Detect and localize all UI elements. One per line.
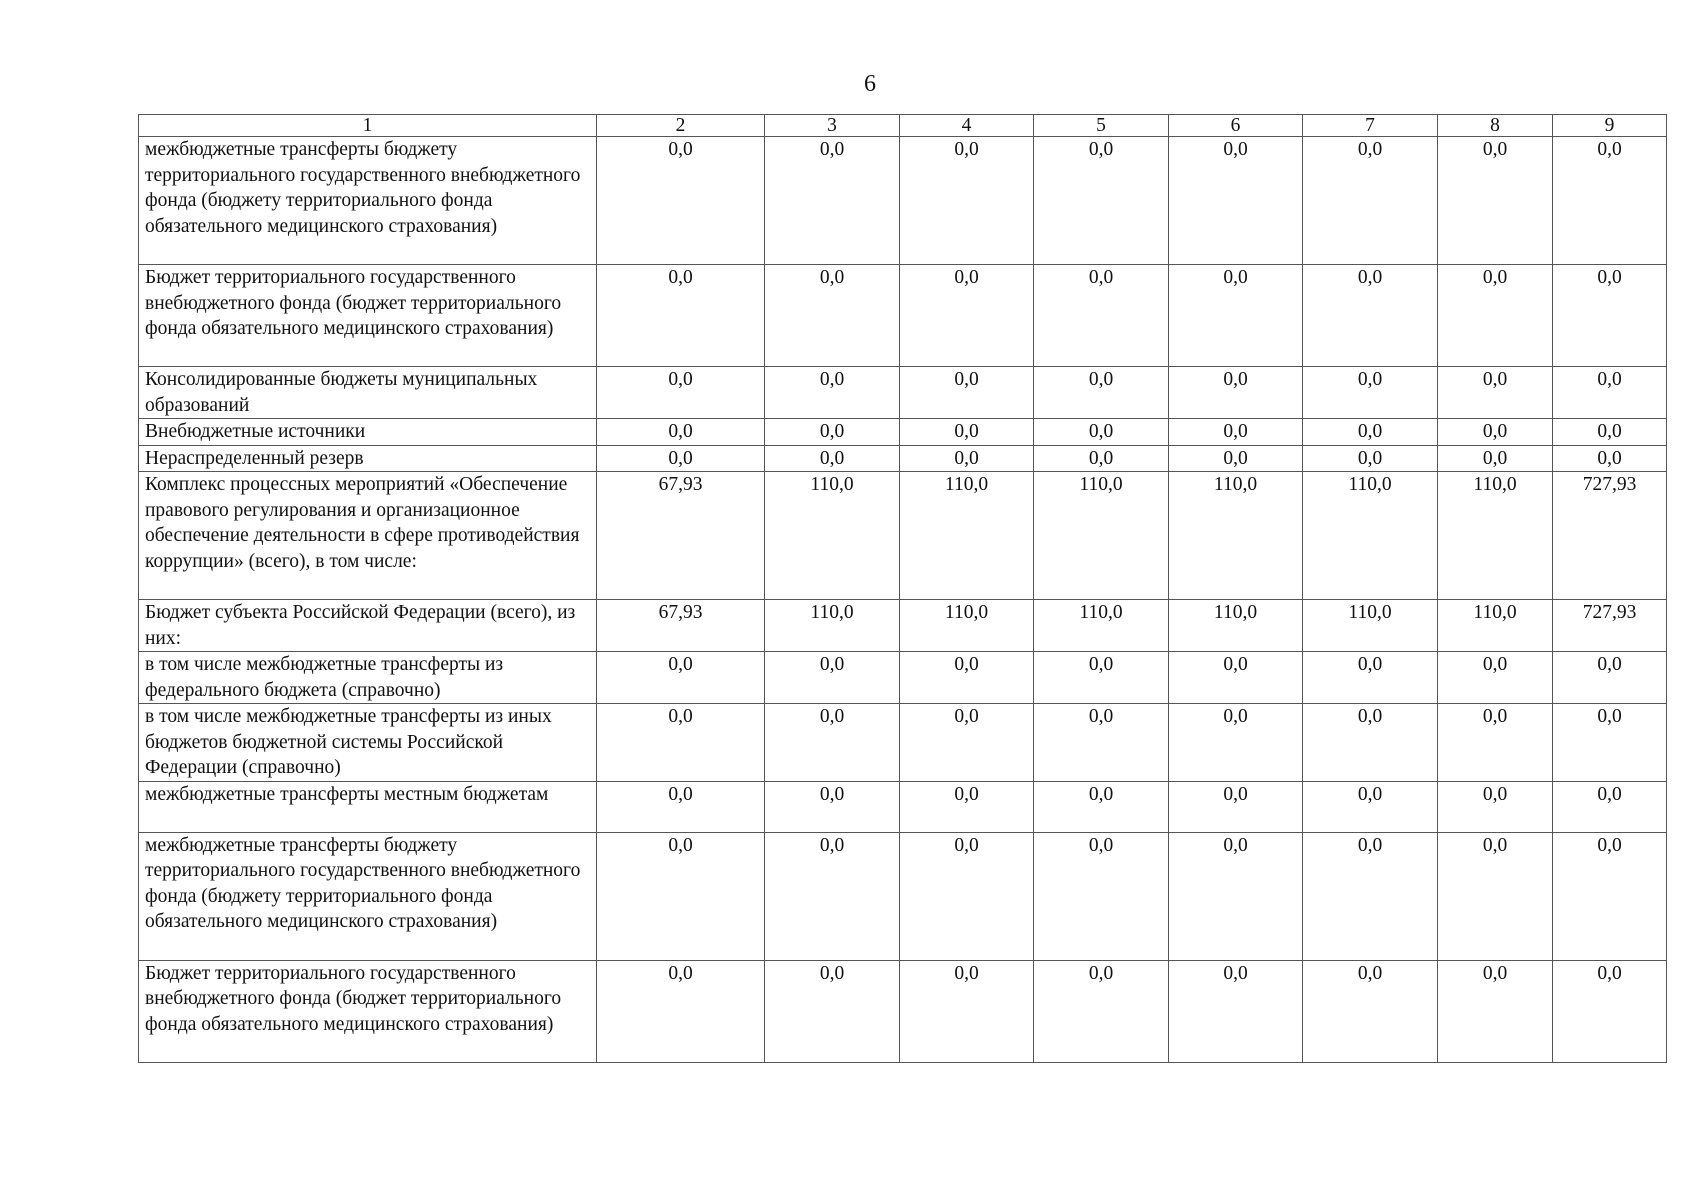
row-label: Бюджет территориального государственного внебюджетного фонда (бюджет территориального фонда обязательного медицинского страхования) xyxy=(139,265,597,367)
value-cell: 0,0 xyxy=(1034,445,1169,472)
value-cell: 0,0 xyxy=(1169,652,1303,704)
value-cell: 0,0 xyxy=(900,652,1034,704)
table-row xyxy=(139,704,1667,782)
value-cell: 0,0 xyxy=(1553,445,1667,472)
value-cell: 0,0 xyxy=(1553,781,1667,832)
value-cell: 0,0 xyxy=(765,137,900,265)
row-label: межбюджетные трансферты бюджету территориального государственного внебюджетного фонда (бюджету территориального фонда обязательного медицинского страхования) xyxy=(139,832,597,960)
column-header: 7 xyxy=(1303,115,1438,137)
row-label: в том числе межбюджетные трансферты из иных бюджетов бюджетной системы Российской Федерации (справочно) xyxy=(139,704,597,782)
table-row xyxy=(139,781,1667,832)
table-row xyxy=(139,137,1667,265)
value-cell: 0,0 xyxy=(1303,445,1438,472)
value-cell: 0,0 xyxy=(1169,265,1303,367)
table-row xyxy=(139,960,1667,1062)
row-label: Консолидированные бюджеты муниципальных образований xyxy=(139,367,597,419)
value-cell: 0,0 xyxy=(1034,832,1169,960)
column-header: 8 xyxy=(1438,115,1553,137)
value-cell: 0,0 xyxy=(1438,652,1553,704)
value-cell: 0,0 xyxy=(1034,652,1169,704)
value-cell: 0,0 xyxy=(1169,419,1303,446)
value-cell: 0,0 xyxy=(900,137,1034,265)
value-cell: 0,0 xyxy=(597,960,765,1062)
table-body xyxy=(139,115,1667,1063)
value-cell: 0,0 xyxy=(597,137,765,265)
value-cell: 0,0 xyxy=(1553,137,1667,265)
value-cell: 0,0 xyxy=(765,781,900,832)
value-cell: 0,0 xyxy=(1553,265,1667,367)
value-cell: 0,0 xyxy=(900,367,1034,419)
value-cell: 110,0 xyxy=(1303,472,1438,600)
budget-table-container xyxy=(138,114,1666,1063)
value-cell: 67,93 xyxy=(597,472,765,600)
value-cell: 0,0 xyxy=(1034,265,1169,367)
value-cell: 0,0 xyxy=(597,419,765,446)
value-cell: 0,0 xyxy=(1438,832,1553,960)
value-cell: 0,0 xyxy=(900,704,1034,782)
value-cell: 0,0 xyxy=(1169,781,1303,832)
column-header: 5 xyxy=(1034,115,1169,137)
value-cell: 0,0 xyxy=(1438,367,1553,419)
value-cell: 0,0 xyxy=(1438,704,1553,782)
table-row xyxy=(139,367,1667,419)
value-cell: 0,0 xyxy=(1303,652,1438,704)
value-cell: 0,0 xyxy=(1438,445,1553,472)
row-label: межбюджетные трансферты местным бюджетам xyxy=(139,781,597,832)
value-cell: 0,0 xyxy=(1303,960,1438,1062)
value-cell: 110,0 xyxy=(1169,472,1303,600)
table-row xyxy=(139,600,1667,652)
row-label: Бюджет субъекта Российской Федерации (всего), из них: xyxy=(139,600,597,652)
value-cell: 110,0 xyxy=(1034,600,1169,652)
row-label: межбюджетные трансферты бюджету территориального государственного внебюджетного фонда (бюджету территориального фонда обязательного медицинского страхования) xyxy=(139,137,597,265)
value-cell: 0,0 xyxy=(597,265,765,367)
value-cell: 0,0 xyxy=(900,265,1034,367)
column-header: 1 xyxy=(139,115,597,137)
value-cell: 0,0 xyxy=(1169,445,1303,472)
value-cell: 0,0 xyxy=(765,445,900,472)
value-cell: 0,0 xyxy=(1303,781,1438,832)
value-cell: 0,0 xyxy=(900,419,1034,446)
value-cell: 0,0 xyxy=(1438,781,1553,832)
value-cell: 0,0 xyxy=(597,781,765,832)
value-cell: 0,0 xyxy=(1034,781,1169,832)
table-row xyxy=(139,419,1667,446)
value-cell: 0,0 xyxy=(1553,652,1667,704)
value-cell: 110,0 xyxy=(765,600,900,652)
page-number: 6 xyxy=(864,71,876,97)
value-cell: 0,0 xyxy=(1169,704,1303,782)
value-cell: 110,0 xyxy=(900,472,1034,600)
value-cell: 0,0 xyxy=(1034,704,1169,782)
value-cell: 0,0 xyxy=(900,832,1034,960)
value-cell: 0,0 xyxy=(597,367,765,419)
row-label: Внебюджетные источники xyxy=(139,419,597,446)
value-cell: 0,0 xyxy=(1034,137,1169,265)
value-cell: 0,0 xyxy=(1034,419,1169,446)
value-cell: 110,0 xyxy=(1034,472,1169,600)
value-cell: 0,0 xyxy=(1553,367,1667,419)
value-cell: 110,0 xyxy=(1303,600,1438,652)
value-cell: 0,0 xyxy=(1303,419,1438,446)
value-cell: 0,0 xyxy=(1303,265,1438,367)
value-cell: 0,0 xyxy=(1438,265,1553,367)
value-cell: 727,93 xyxy=(1553,472,1667,600)
value-cell: 0,0 xyxy=(765,652,900,704)
value-cell: 0,0 xyxy=(765,960,900,1062)
value-cell: 0,0 xyxy=(1034,960,1169,1062)
table-row xyxy=(139,652,1667,704)
value-cell: 0,0 xyxy=(900,960,1034,1062)
value-cell: 0,0 xyxy=(1438,419,1553,446)
value-cell: 0,0 xyxy=(597,652,765,704)
value-cell: 0,0 xyxy=(1303,137,1438,265)
value-cell: 110,0 xyxy=(765,472,900,600)
table-row xyxy=(139,265,1667,367)
value-cell: 0,0 xyxy=(597,445,765,472)
column-header: 2 xyxy=(597,115,765,137)
value-cell: 0,0 xyxy=(1169,137,1303,265)
value-cell: 0,0 xyxy=(597,832,765,960)
table-row xyxy=(139,445,1667,472)
value-cell: 0,0 xyxy=(765,704,900,782)
value-cell: 0,0 xyxy=(765,832,900,960)
row-label: в том числе межбюджетные трансферты из федерального бюджета (справочно) xyxy=(139,652,597,704)
column-header: 4 xyxy=(900,115,1034,137)
value-cell: 0,0 xyxy=(597,704,765,782)
value-cell: 0,0 xyxy=(1169,832,1303,960)
value-cell: 0,0 xyxy=(765,367,900,419)
row-label: Комплекс процессных мероприятий «Обеспечение правового регулирования и организационное обеспечение деятельности в сфере противодействия коррупции» (всего), в том числе: xyxy=(139,472,597,600)
value-cell: 110,0 xyxy=(1438,600,1553,652)
column-header: 3 xyxy=(765,115,900,137)
column-header: 9 xyxy=(1553,115,1667,137)
value-cell: 0,0 xyxy=(1303,367,1438,419)
value-cell: 0,0 xyxy=(900,781,1034,832)
row-label: Нераспределенный резерв xyxy=(139,445,597,472)
budget-table xyxy=(138,114,1667,1063)
value-cell: 0,0 xyxy=(1034,367,1169,419)
value-cell: 0,0 xyxy=(1553,704,1667,782)
value-cell: 0,0 xyxy=(1169,367,1303,419)
value-cell: 110,0 xyxy=(1438,472,1553,600)
value-cell: 0,0 xyxy=(765,265,900,367)
value-cell: 0,0 xyxy=(1303,832,1438,960)
value-cell: 0,0 xyxy=(1303,704,1438,782)
value-cell: 0,0 xyxy=(1553,832,1667,960)
value-cell: 0,0 xyxy=(1553,960,1667,1062)
value-cell: 110,0 xyxy=(1169,600,1303,652)
value-cell: 0,0 xyxy=(1438,960,1553,1062)
row-label: Бюджет территориального государственного внебюджетного фонда (бюджет территориального фонда обязательного медицинского страхования) xyxy=(139,960,597,1062)
table-row xyxy=(139,472,1667,600)
value-cell: 0,0 xyxy=(1553,419,1667,446)
column-header: 6 xyxy=(1169,115,1303,137)
value-cell: 110,0 xyxy=(900,600,1034,652)
table-row xyxy=(139,832,1667,960)
value-cell: 67,93 xyxy=(597,600,765,652)
value-cell: 0,0 xyxy=(1438,137,1553,265)
value-cell: 0,0 xyxy=(1169,960,1303,1062)
value-cell: 0,0 xyxy=(900,445,1034,472)
value-cell: 727,93 xyxy=(1553,600,1667,652)
column-number-header-row xyxy=(139,115,1667,137)
value-cell: 0,0 xyxy=(765,419,900,446)
